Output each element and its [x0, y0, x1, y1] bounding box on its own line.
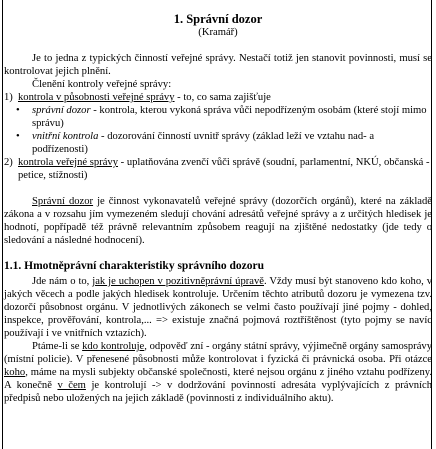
list-term-2: kontrola veřejné správy: [18, 157, 119, 168]
underlined-phrase: jak je uchopen v pozitivněprávní úpravě: [92, 276, 264, 287]
list-term-1: kontrola v působnosti veřejné správy: [18, 92, 175, 103]
text-run: Ptáme-li se: [32, 341, 83, 352]
underlined-phrase: koho: [4, 367, 26, 378]
text-run: , máme na mysli subjekty občanské společnosti, které nejsou orgánu z jiného vztahu podřízeny. A konečně: [4, 367, 432, 391]
bullet-icon: •: [16, 105, 20, 116]
definition-text: je činnost vykonavatelů veřejné správy (dozorčích orgánů), které na základě zákona a v rozsahu jím vymezeném sledují chování adresátů veřejné správy a z určitých hledisek je hodnotí, popřípadě též právně relevantním způsobem reagují na zjištěné nedostatky (jde tedy o sledování a následné hodnocení).: [4, 196, 432, 246]
sub-list-item-1: [4, 104, 432, 130]
list-text-1: - to, co sama zajišťuje: [174, 92, 271, 103]
list-item-1: [4, 91, 432, 104]
document-title: 1. Správní dozor: [173, 12, 263, 26]
section-paragraph-1: [4, 275, 432, 340]
intro-paragraph: Je to jedna z typických činností veřejné správy. Nestačí totiž jen stanovit povinnosti, musí se kontrolovat jejich plnění.: [4, 53, 432, 77]
sub-text-1: - kontrola, kterou vykoná správa vůči nepodřízeným osobám (které stojí mimo správu): [32, 105, 427, 129]
text-run: je kontrolují -> v dodržování povinností adresáta vyplývajících z právních předpisů nebo uložených na jejich základě (povinnosti z individuálního aktu).: [4, 380, 433, 404]
classification-intro: Členění kontroly veřejné správy:: [32, 79, 172, 90]
sub-list-item-2: [4, 130, 432, 156]
sub-term-2: vnitřní kontrola: [32, 131, 99, 142]
text-run: , odpověď zní - orgány státní správy, výjimečně orgány samosprávy (místní policie). V přenesené působnosti může kontrolovat i fyzická či právnická osoba. Při otázce: [4, 341, 432, 365]
document-author: (Kramář): [198, 27, 238, 38]
text-run: Jde nám o to,: [32, 276, 93, 287]
list-number-1: 1): [4, 92, 13, 103]
section-heading: 1.1. Hmotněprávní charakteristiky správního dozoru: [4, 260, 265, 272]
section-paragraph-2: [4, 340, 432, 405]
list-item-2: [4, 156, 432, 182]
list-number-2: 2): [4, 157, 13, 168]
sub-term-1: správní dozor: [32, 105, 91, 116]
underlined-phrase: v čem: [57, 380, 86, 391]
sub-text-2: - dozorování činností uvnitř správy (základ leží ve vztahu nad- a podřízenosti): [32, 131, 375, 155]
definition-term: Správní dozor: [32, 196, 94, 207]
page-left-border: [2, 0, 3, 449]
list-text-2: - uplatňována zvenčí vůči správě (soudní, parlamentní, NKÚ, občanská - petice, stížnosti): [18, 157, 430, 181]
underlined-phrase: kdo kontroluje: [82, 341, 145, 352]
definition-paragraph: [4, 195, 432, 247]
text-run: . Vždy musí být stanoveno kdo koho, v jakých věcech a podle jakých hledisek kontroluje. Určením těchto atributů dozoru je vymezena tzv. dozorčí působnost orgánu. V jednotlivých zákonech se velmi často používají jiné pojmy - dohled, inspekce, prověřování, kontrola,... => existuje značná pojmová roztříštěnost (tyto pojmy se navíc používají i ve vnitřních vztazích).: [4, 276, 433, 339]
bullet-icon: •: [16, 131, 20, 142]
document-body: [4, 0, 432, 405]
